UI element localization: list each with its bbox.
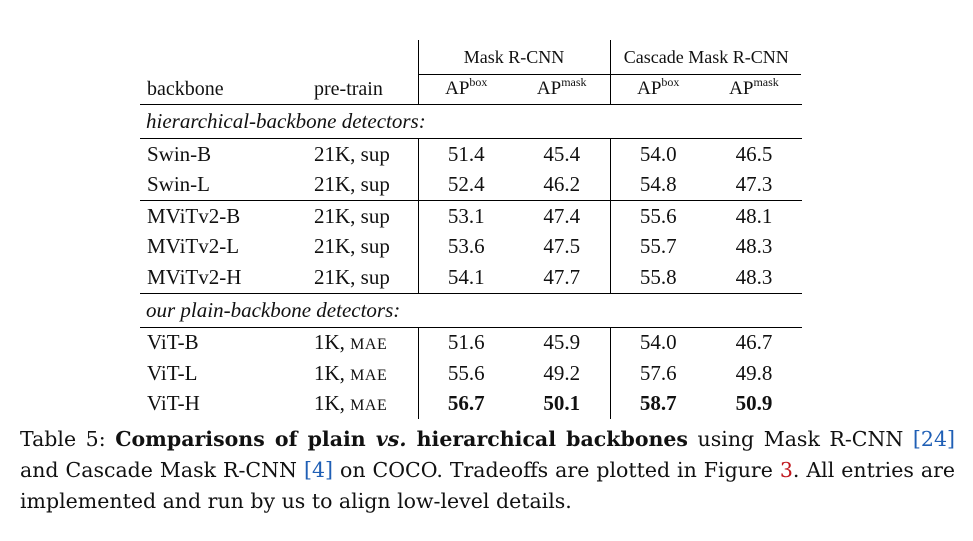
cell-pretrain: 1K, MAE bbox=[314, 391, 388, 416]
cell-cmr-mask: 48.1 bbox=[706, 201, 802, 232]
cell-backbone: MViTv2-L bbox=[147, 234, 240, 259]
cell-pretrain: 1K, MAE bbox=[314, 360, 388, 385]
table-row bbox=[140, 232, 802, 263]
cell-cmr-mask: 46.5 bbox=[706, 139, 802, 170]
cell-cmr-box: 54.0 bbox=[610, 139, 706, 170]
cell-mr-mask: 49.2 bbox=[543, 360, 581, 385]
results-table bbox=[140, 40, 802, 419]
cell-cmr-box: 58.7 bbox=[610, 389, 706, 420]
column-header-row bbox=[140, 74, 802, 105]
cell-backbone: MViTv2-H bbox=[147, 264, 242, 289]
caption-text-3: on COCO. Tradeoffs are plotted in Figure bbox=[333, 458, 780, 482]
cell-mr-box: 52.4 bbox=[418, 170, 514, 201]
caption-text-2: and Cascade Mask R-CNN bbox=[20, 458, 304, 482]
column-header-cmr-apbox: $AP^{box}$ bbox=[610, 74, 706, 105]
cell-mr-box: 54.1 bbox=[418, 262, 514, 293]
cell-backbone: ViT-H bbox=[147, 391, 200, 416]
column-header-backbone: backbone bbox=[147, 77, 224, 100]
cell-pretrain: 21K, sup bbox=[290, 139, 418, 170]
cell-cmr-box: 55.7 bbox=[610, 232, 706, 263]
cell-mr-box: 51.4 bbox=[418, 139, 514, 170]
caption-title-vs: vs. bbox=[375, 427, 407, 451]
cell-backbone: ViT-L bbox=[147, 360, 198, 385]
cell-mr-box: 51.6 bbox=[418, 327, 514, 358]
cell-backbone: MViTv2-B bbox=[140, 201, 290, 232]
cell-cmr-box: 54.0 bbox=[610, 327, 706, 358]
cell-pretrain: 21K, sup bbox=[314, 172, 390, 197]
cell-mr-mask: 45.4 bbox=[514, 139, 610, 170]
cell-backbone: ViT-B bbox=[140, 327, 290, 358]
section-header-row bbox=[140, 293, 802, 327]
cell-mr-mask: 47.7 bbox=[543, 264, 581, 289]
cell-mr-mask: 47.4 bbox=[514, 201, 610, 232]
results-table-container bbox=[140, 40, 802, 419]
caption-ref-24[interactable]: [24] bbox=[912, 427, 956, 451]
cell-pretrain: 21K, sup bbox=[314, 264, 390, 289]
cell-cmr-mask: 49.8 bbox=[735, 360, 773, 385]
cell-cmr-box: 57.6 bbox=[610, 358, 706, 389]
table-row bbox=[140, 358, 802, 389]
cell-cmr-mask: 48.3 bbox=[735, 264, 773, 289]
group-header-mask-rcnn: Mask R-CNN bbox=[418, 40, 610, 74]
cell-cmr-box: 54.8 bbox=[610, 170, 706, 201]
cell-mr-mask: 46.2 bbox=[543, 172, 581, 197]
caption-title-a: Comparisons of plain bbox=[115, 427, 376, 451]
cell-mr-box: 55.6 bbox=[418, 358, 514, 389]
table-caption bbox=[20, 424, 955, 517]
group-header-row bbox=[140, 40, 802, 74]
caption-text-1: using Mask R-CNN bbox=[687, 427, 913, 451]
cell-mr-mask: 47.5 bbox=[543, 234, 581, 259]
cell-backbone: Swin-B bbox=[140, 139, 290, 170]
table-row bbox=[140, 170, 802, 201]
group-header-cascade-mask-rcnn: Cascade Mask R-CNN bbox=[610, 40, 802, 74]
cell-pretrain: 21K, sup bbox=[314, 234, 390, 259]
cell-cmr-box: 55.6 bbox=[610, 201, 706, 232]
section-header-row bbox=[140, 105, 802, 139]
cell-cmr-mask: 48.3 bbox=[735, 234, 773, 259]
cell-mr-mask: 45.9 bbox=[514, 327, 610, 358]
caption-figure-ref[interactable]: 3 bbox=[779, 458, 793, 482]
cell-backbone: Swin-L bbox=[147, 172, 210, 197]
column-header-pretrain: pre-train bbox=[314, 77, 383, 100]
table-row bbox=[140, 262, 802, 293]
cell-mr-box: 56.7 bbox=[418, 389, 514, 420]
cell-pretrain: 1K, MAE bbox=[290, 327, 418, 358]
cell-mr-mask: 50.1 bbox=[543, 391, 581, 416]
column-header-mr-apbox: $AP^{box}$ bbox=[418, 74, 514, 105]
table-row bbox=[140, 389, 802, 420]
caption-ref-4[interactable]: [4] bbox=[303, 458, 334, 482]
table-row bbox=[140, 327, 802, 358]
cell-cmr-mask: 50.9 bbox=[735, 391, 773, 416]
table-row bbox=[140, 139, 802, 170]
cell-mr-box: 53.6 bbox=[418, 232, 514, 263]
caption-text-4: . All entries are implemented and run by us to align low-level details. bbox=[20, 458, 956, 513]
column-header-mr-apmask: $AP^{mask}$ bbox=[536, 75, 587, 99]
table-row bbox=[140, 201, 802, 232]
cell-mr-box: 53.1 bbox=[418, 201, 514, 232]
caption-label: Table 5: bbox=[20, 427, 116, 451]
cell-pretrain: 21K, sup bbox=[290, 201, 418, 232]
cell-cmr-mask: 47.3 bbox=[735, 172, 773, 197]
section-title: our plain-backbone detectors: bbox=[140, 293, 802, 327]
caption-title-b: hierarchical backbones bbox=[406, 427, 688, 451]
cell-cmr-mask: 46.7 bbox=[706, 327, 802, 358]
metric-underline bbox=[418, 74, 801, 75]
cell-cmr-box: 55.8 bbox=[610, 262, 706, 293]
section-title: hierarchical-backbone detectors: bbox=[140, 105, 802, 139]
column-header-cmr-apmask: $AP^{mask}$ bbox=[729, 75, 779, 99]
